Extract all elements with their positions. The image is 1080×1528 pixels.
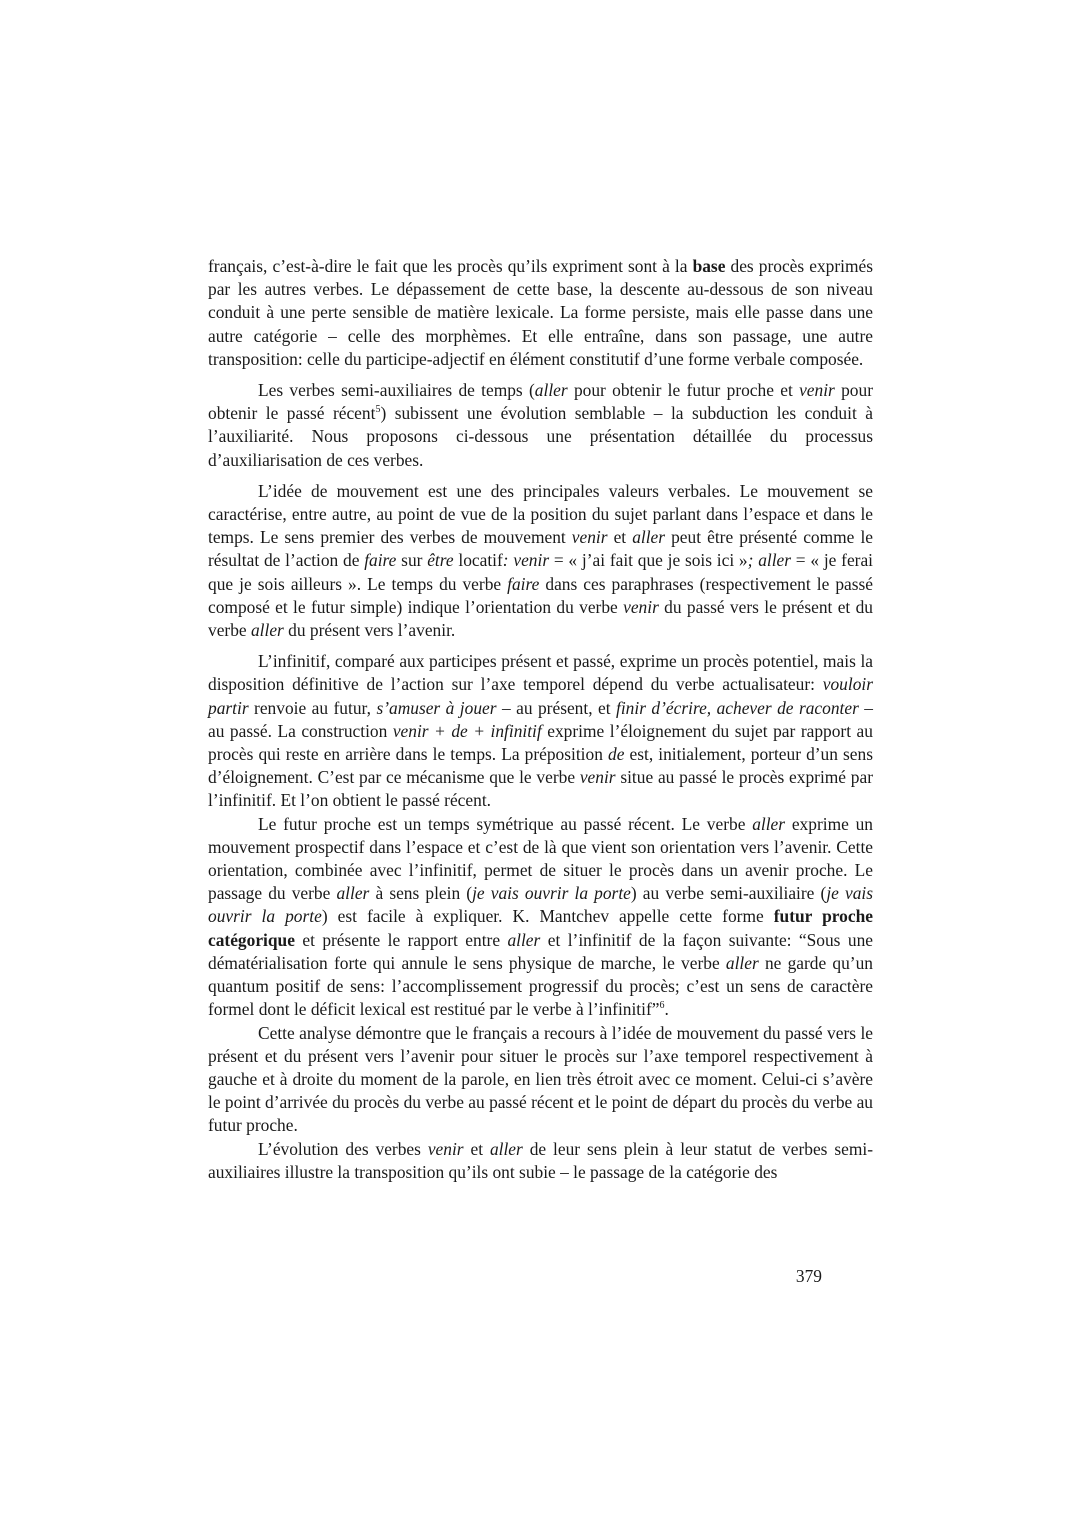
body-text [208,255,873,1184]
bold-term: futur proche catégorique [208,906,873,950]
italic-term: venir [571,527,608,548]
text-run: renvoie au futur, [248,697,377,718]
text-run: pour obtenir le futur proche et [567,380,800,401]
italic-term: faire [507,573,540,594]
text-run: situe au passé le procès exprimé par l’infinitif. Et l’on obtient le passé récent. [208,767,874,811]
page-number: 379 [795,1266,822,1286]
italic-term: s’amuser à jouer [376,697,497,718]
text-run: – au passé. La construction [208,697,873,741]
italic-term: finir d’écrire, achever de raconter [616,697,859,718]
text-run: ) est facile à expliquer. K. Mantchev appelle cette forme [321,906,774,927]
text-run: de leur sens plein à leur statut de verbes semi-auxiliaires illustre la transposition qu’ils ont subie – le passage de la catégorie des [208,1138,873,1182]
text-run: du passé vers le présent et du verbe [208,596,873,641]
italic-term: : venir [502,550,550,571]
footnote-reference: 6 [659,1000,665,1012]
text-run: ne garde qu’un quantum positif de sens: l’accomplissement progressif du procès; c’est un sens de caractère formel dont le déficit lexical est restitué par le verbe à l’infinitif” [208,952,873,1020]
italic-term: je vais ouvrir la porte [208,883,874,927]
text-run: ) au verbe semi-auxiliaire ( [630,883,827,904]
text-run: Cette analyse démontre que le français a recours à l’idée de mouvement du passé vers le présent et du présent vers l’avenir pour situer le procès sur l’axe temporel respectivement à gauche et à droite du moment de la parole, en lien très étroit avec ce moment. Celui-ci s’avère le point d’arrivée du procès du verbe au passé récent et le point de départ du procès du verbe au futur proche. [208,1022,873,1136]
italic-term: venir [427,1138,464,1159]
italic-term: faire [364,550,397,571]
italic-term: ; aller [747,550,792,571]
text-run: à sens plein ( [369,883,473,904]
text-run: des procès exprimés par les autres verbes. Le dépassement de cette base, la descente au-dessous de son niveau conduit à une perte sensible de matière lexicale. La forme persiste, mais elle passe dans une autre catégorie – celle des morphèmes. Et elle entraîne, dans son passage, une autre transposition: celle du participe-adjectif en élément constitutif d’une forme verbale composée. [208,256,874,369]
text-run: sur [396,550,428,571]
text-run: est, initialement, porteur d’un sens d’éloignement. C’est par ce mécanisme que le verbe [208,744,873,788]
text-run: français, c’est-à-dire le fait que les procès qu’ils expriment sont à la [208,256,693,276]
bold-term: base [692,256,726,276]
text-run: et présente le rapport entre [294,929,508,950]
text-run: L’évolution des verbes [258,1138,428,1159]
text-run: Les verbes semi-auxiliaires de temps ( [258,380,535,401]
text-run: L’idée de mouvement est une des principales valeurs verbales. Le mouvement se caractérise, entre autre, au point de vue de la position du sujet parlant dans l’espace et dans le temps. Le sens premier des verbes de mouvement [208,480,873,548]
paragraph [208,1138,873,1184]
italic-term: aller [507,929,541,950]
text-run: . [664,999,669,1020]
italic-term: venir [579,767,616,788]
italic-term: aller [632,527,666,548]
text-run: pour obtenir le passé récent [208,380,873,424]
text-run: dans ces paraphrases (respectivement le passé composé et le futur simple) indique l’orientation du verbe [208,573,873,617]
text-run: = « je ferai que je sois ailleurs ». Le temps du verbe [208,550,874,594]
text-run: et l’infinitif de la façon suivante: “Sous une dématérialisation forte qui annule le sens physique de marche, le verbe [208,929,873,973]
text-run: locatif [453,550,503,571]
italic-term: de [608,744,625,765]
text-run: L’infinitif, comparé aux participes présent et passé, exprime un procès potentiel, mais la disposition définitive de l’action sur l’axe temporel dépend du verbe actualisateur: [208,651,873,695]
italic-term: venir [623,596,659,617]
paragraph [208,813,873,1022]
text-run: exprime l’éloignement du sujet par rapport au procès qui reste en arrière dans le temps. La préposition [208,720,873,765]
italic-term: aller [725,952,759,973]
italic-term: aller [489,1138,523,1159]
text-run: Le futur proche est un temps symétrique au passé récent. Le verbe [258,813,753,834]
italic-term: je vais ouvrir la porte [472,883,631,904]
italic-term: aller [752,813,786,834]
paragraph [208,650,873,812]
text-run: et [463,1138,490,1159]
text-run: peut être présenté comme le résultat de l’action de [208,527,873,571]
paragraph [208,1022,873,1138]
italic-term: venir [799,380,835,401]
text-run: du présent vers l’avenir. [283,620,456,641]
paragraph [208,480,873,642]
italic-term: aller [250,620,284,641]
italic-term: être [427,550,454,571]
italic-term: aller [534,380,568,401]
text-run: exprime un mouvement prospectif dans l’espace et c’est de là que vient son orientation vers l’avenir. Cette orientation, combinée avec l’infinitif, permet de situer le procès dans un avenir proche. Le passage du verbe [208,813,873,904]
footnote-reference: 5 [375,404,381,416]
italic-term: aller [336,883,370,904]
text-run: ) subissent une évolution semblable – la subduction les conduit à l’auxiliarité. Nous proposons ci-dessous une présentation détaillée du processus d’auxiliarisation de ces verbes. [208,403,873,470]
italic-term: venir + de + infinitif [392,720,542,741]
text-run: – au présent, et [496,697,617,718]
paragraph [208,379,873,472]
text-run: = « j’ai fait que je sois ici » [549,550,748,571]
text-run: et [607,527,633,548]
paragraph [208,255,873,371]
italic-term: vouloir partir [208,674,873,718]
